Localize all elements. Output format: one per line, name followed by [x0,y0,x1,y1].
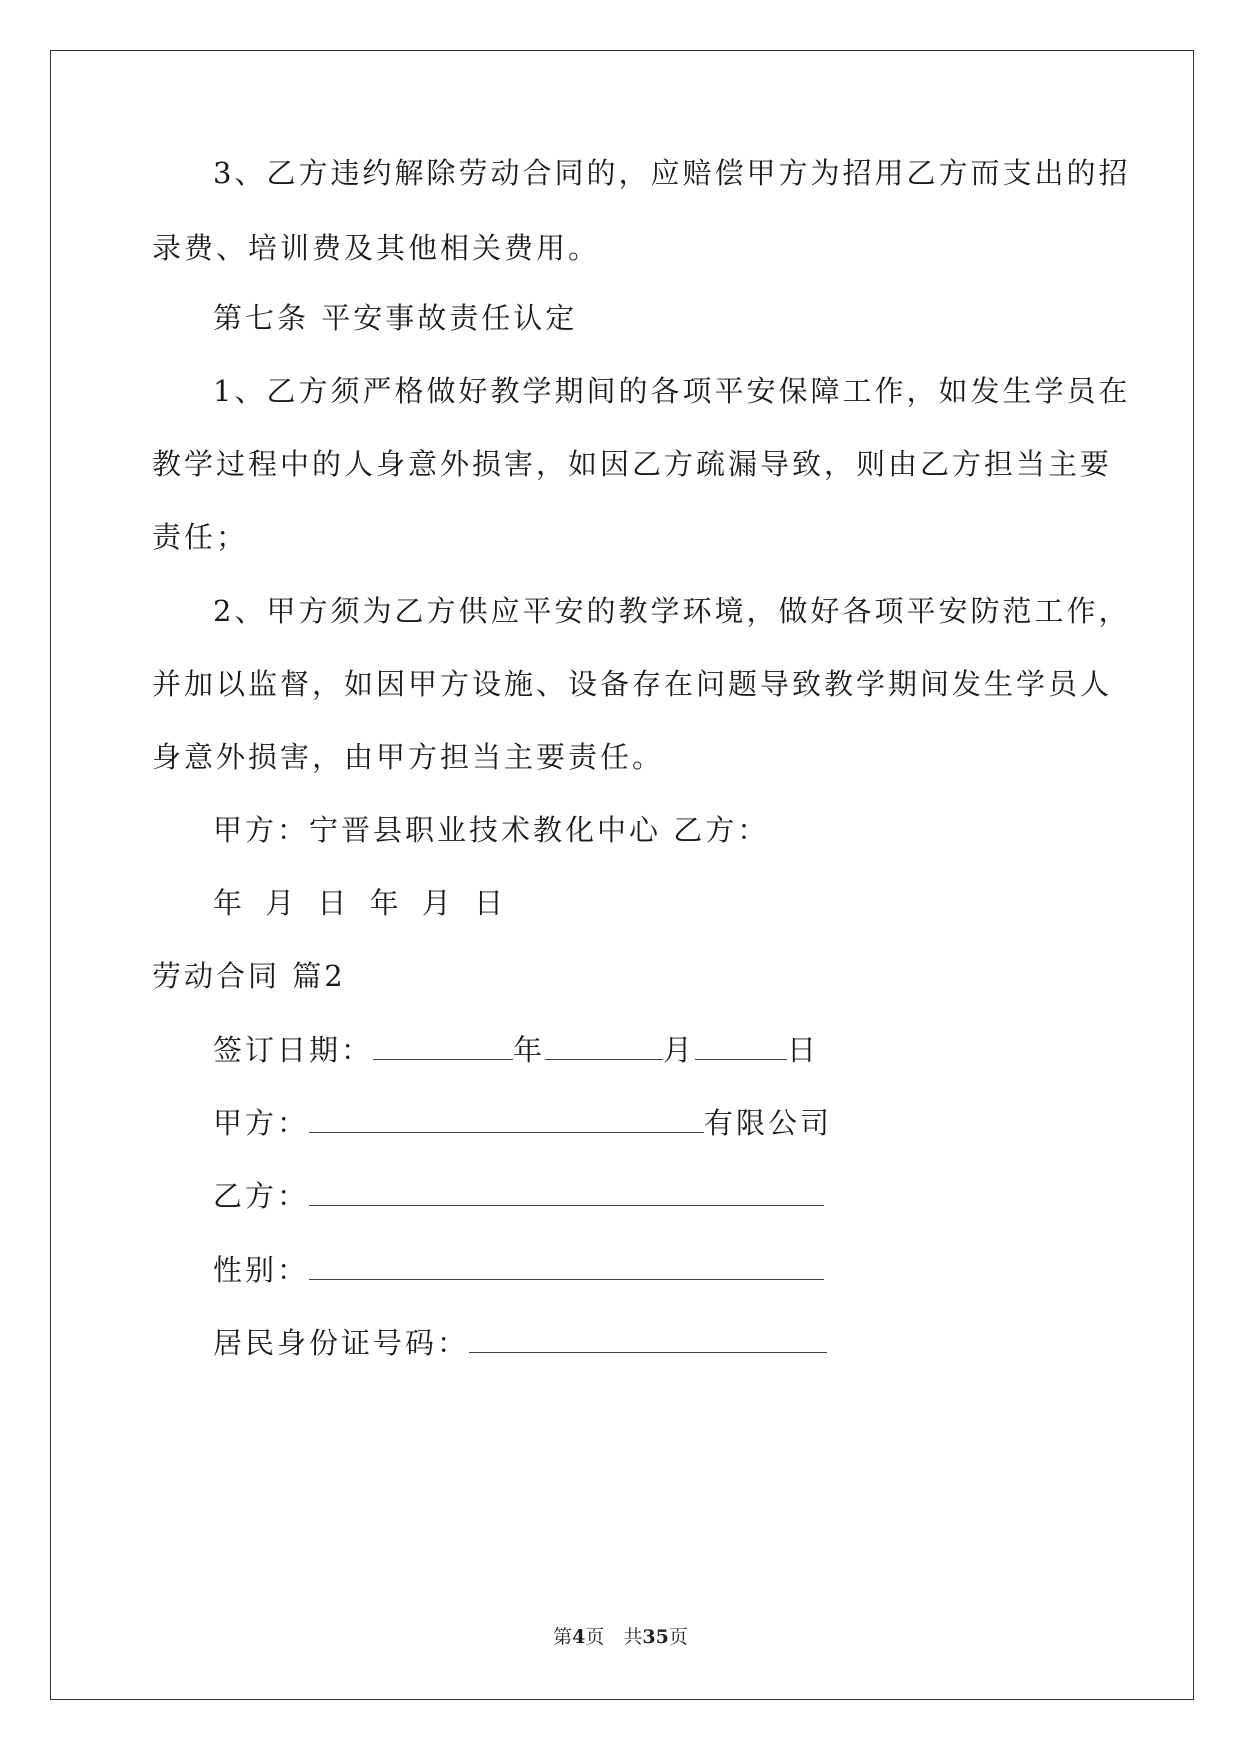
party-a-suffix: 有限公司 [704,1106,833,1140]
year-label: 年 [513,1033,546,1067]
month-label: 月 [663,1033,696,1067]
paragraph-line: 3、乙方违约解除劳动合同的，应赔偿甲方为招用乙方而支出的招 [213,156,1131,190]
month-blank[interactable] [545,1033,663,1060]
footer-suffix: 页 [668,1626,688,1648]
party-a-blank[interactable] [309,1106,704,1133]
id-label: 居民身份证号码： [213,1326,470,1360]
footer-prefix: 第 [553,1626,573,1648]
article-title: 第七条 平安事故责任认定 [213,301,578,335]
paragraph-line: 教学过程中的人身意外损害，如因乙方疏漏导致，则由乙方担当主要 [152,447,1113,481]
party-b-blank[interactable] [309,1179,824,1206]
id-blank[interactable] [469,1326,827,1353]
paragraph-line: 录费、培训费及其他相关费用。 [152,231,601,265]
gender-row [213,1252,824,1288]
section-heading: 劳动合同 篇2 [152,959,346,993]
year-blank[interactable] [373,1033,513,1060]
id-row [213,1325,827,1361]
day-label: 日 [787,1033,820,1067]
signature-line: 甲方：宁晋县职业技术教化中心 乙方： [213,813,770,847]
paragraph-line: 身意外损害，由甲方担当主要责任。 [152,740,665,774]
paragraph-line: 2、甲方须为乙方供应平安的教学环境，做好各项平安防范工作， [213,594,1131,628]
footer-mid: 页 共 [585,1626,643,1648]
sign-date-label: 签订日期： [213,1033,374,1067]
party-b-row [213,1178,824,1214]
paragraph-line: 1、乙方须严格做好教学期间的各项平安保障工作，如发生学员在 [213,374,1131,408]
date-line: 年 月 日 年 月 日 [213,886,507,920]
party-b-label: 乙方： [213,1179,310,1213]
page-border [50,50,1194,1700]
gender-blank[interactable] [309,1253,824,1280]
paragraph-line: 并加以监督，如因甲方设施、设备存在问题导致教学期间发生学员人 [152,667,1113,701]
day-blank[interactable] [695,1033,787,1060]
party-a-label: 甲方： [213,1106,310,1140]
party-a-row [213,1105,832,1141]
paragraph-line: 责任； [152,520,249,554]
page-footer [0,1622,1241,1649]
sign-date-row [213,1032,819,1068]
gender-label: 性别： [213,1253,310,1287]
footer-total-pages: 35 [642,1626,669,1648]
footer-current-page: 4 [572,1626,586,1648]
